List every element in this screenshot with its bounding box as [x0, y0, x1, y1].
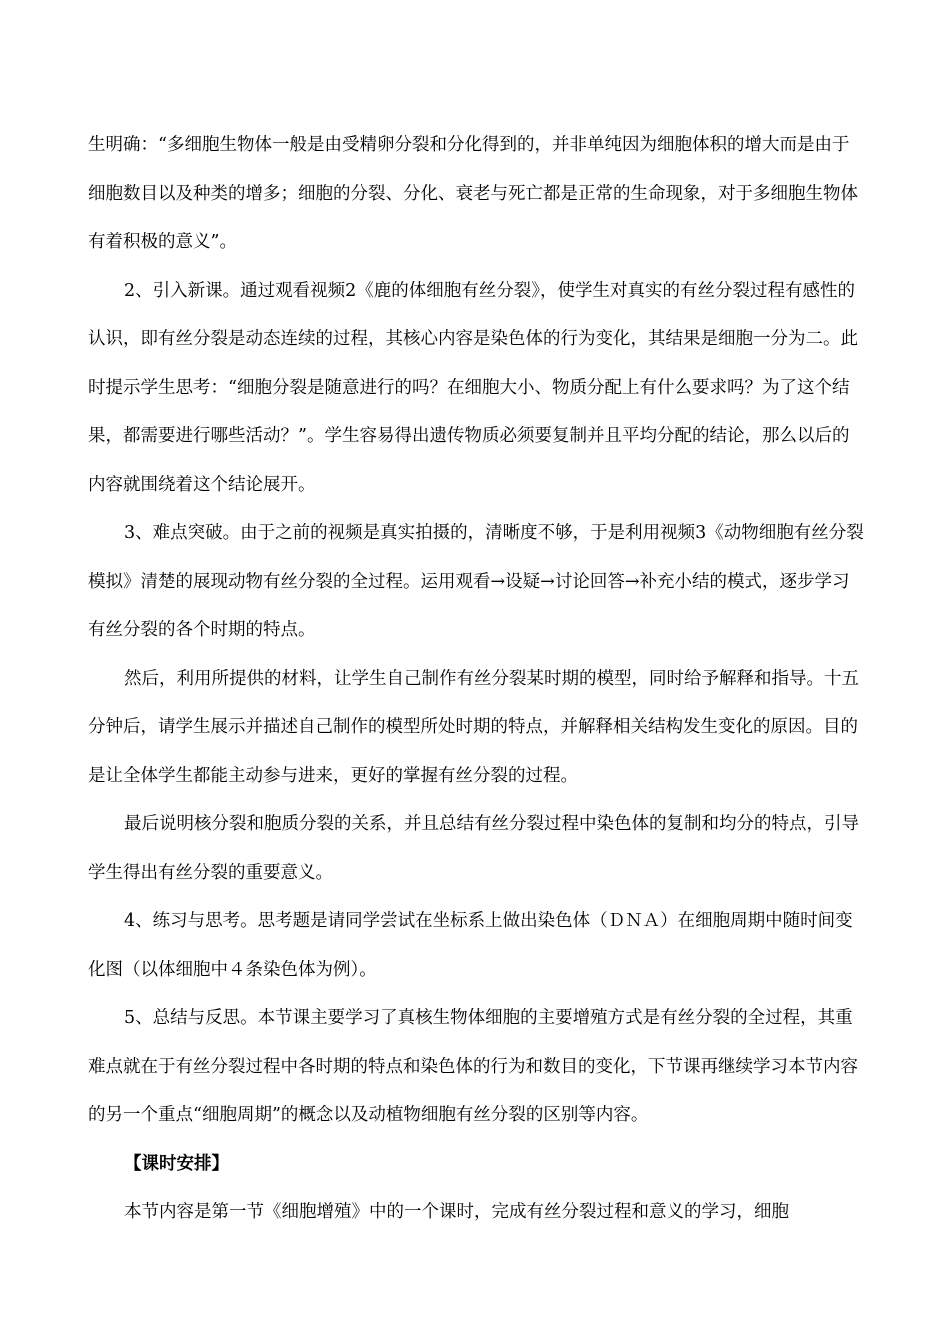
paragraph-difficulty-breakthrough: 3、难点突破。由于之前的视频是真实拍摄的，清晰度不够，于是利用视频3《动物细胞有丝分裂模拟》清楚的展现动物有丝分裂的全过程。运用观看→设疑→讨论回答→补充小结的模式，逐步学习有丝分裂的各个时期的特点。 [88, 523, 864, 640]
paragraph-new-lesson: 2、引入新课。通过观看视频2《鹿的体细胞有丝分裂》，使学生对真实的有丝分裂过程有感性的认识，即有丝分裂是动态连续的过程，其核心内容是染色体的行为变化，其结果是细胞一分为二。此时提示学生思考：“细胞分裂是随意进行的吗？在细胞大小、物质分配上有什么要求吗？为了这个结果，都需要进行哪些活动？”。学生容易得出遗传物质必须要复制并且平均分配的结论，那么以后的内容就围绕着这个结论展开。 [88, 280, 858, 495]
section-heading: 【课时安排】 [124, 1153, 229, 1174]
paragraph-exercise: 4、练习与思考。思考题是请同学尝试在坐标系上做出染色体（ＤＮＡ）在细胞周期中随时间变化图（以体细胞中４条染色体为例）。 [88, 911, 853, 980]
paragraph-summary-division: 最后说明核分裂和胞质分裂的关系，并且总结有丝分裂过程中染色体的复制和均分的特点，引导学生得出有丝分裂的重要意义。 [88, 814, 859, 883]
paragraph-model-making: 然后，利用所提供的材料，让学生自己制作有丝分裂某时期的模型，同时给予解释和指导。十五分钟后，请学生展示并描述自己制作的模型所处时期的特点，并解释相关结构发生变化的原因。目的是让全体学生都能主动参与进来，更好的掌握有丝分裂的过程。 [88, 668, 859, 786]
paragraph-schedule: 本节内容是第一节《细胞增殖》中的一个课时，完成有丝分裂过程和意义的学习，细胞 [124, 1202, 789, 1222]
paragraph-continuation: 生明确：“多细胞生物体一般是由受精卵分裂和分化得到的，并非单纯因为细胞体积的增大而是由于细胞数目以及种类的增多；细胞的分裂、分化、衰老与死亡都是正常的生命现象，对于多细胞生物体有着积极的意义”。 [88, 135, 858, 252]
paragraph-reflection: 5、总结与反思。本节课主要学习了真核生物体细胞的主要增殖方式是有丝分裂的全过程，其重难点就在于有丝分裂过程中各时期的特点和染色体的行为和数目的变化，下节课再继续学习本节内容的另一个重点“细胞周期”的概念以及动植物细胞有丝分裂的区别等内容。 [88, 1008, 858, 1125]
document-body [88, 121, 864, 1237]
